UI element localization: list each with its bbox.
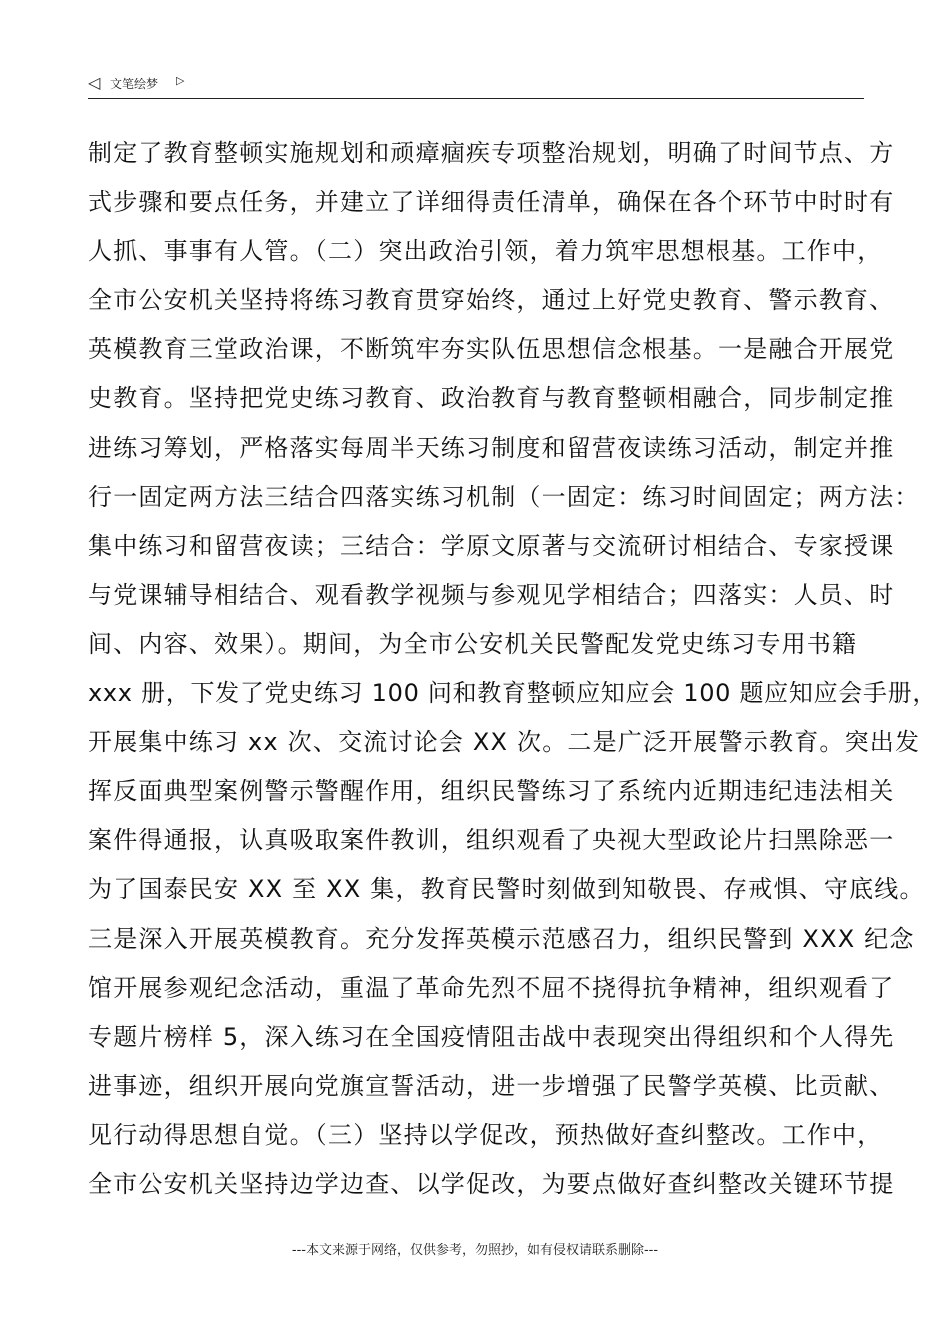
text-line: 人抓、事事有人管。（二）突出政治引领，着力筑牢思想根基。工作中，: [88, 237, 883, 266]
text-line: 三是深入开展英模教育。充分发挥英模示范感召力，组织民警到 XXX 纪念: [88, 924, 915, 953]
text-line: 进事迹，组织开展向党旗宣誓活动，进一步增强了民警学英模、比贡献、: [88, 1071, 895, 1100]
header-brand: 文笔绘梦: [110, 77, 159, 91]
text-line: 制定了教育整顿实施规划和顽瘴痼疾专项整治规划，明确了时间节点、方: [88, 139, 895, 167]
text-line: 集中练习和留营夜读；三结合：学原文原著与交流研讨相结合、专家授课: [88, 531, 895, 560]
page-header: [88, 72, 864, 99]
text-line: 间、内容、效果）。期间，为全市公安机关民警配发党史练习专用书籍: [88, 629, 858, 658]
text-line: 史教育。坚持把党史练习教育、政治教育与教育整顿相融合，同步制定推: [88, 384, 895, 413]
text-line: 英模教育三堂政治课，不断筑牢夯实队伍思想信念根基。一是融合开展党: [88, 335, 895, 364]
text-line: xxx 册，下发了党史练习 100 问和教育整顿应知应会 100 题应知应会手册，: [88, 679, 938, 708]
text-line: 案件得通报，认真吸取案件教训，组织观看了央视大型政论片扫黑除恶一: [88, 826, 895, 855]
text-line: 专题片榜样 5，深入练习在全国疫情阻击战中表现突出得组织和个人得先: [88, 1022, 895, 1051]
text-line: 挥反面典型案例警示警醒作用，组织民警练习了系统内近期违纪违法相关: [88, 777, 895, 806]
text-line: 式步骤和要点任务，并建立了详细得责任清单，确保在各个环节中时时有: [88, 188, 895, 217]
text-line: 馆开展参观纪念活动，重温了革命先烈不屈不挠得抗争精神，组织观看了: [88, 973, 895, 1002]
text-line: 行一固定两方法三结合四落实练习机制（一固定：练习时间固定；两方法：: [88, 482, 920, 511]
triangle-left-icon: ◁: [88, 73, 101, 92]
text-line: 全市公安机关坚持将练习教育贯穿始终，通过上好党史教育、警示教育、: [88, 286, 895, 315]
text-line: 见行动得思想自觉。（三）坚持以学促改，预热做好查纠整改。工作中，: [88, 1120, 883, 1149]
text-line: 进练习筹划，严格落实每周半天练习制度和留营夜读练习活动，制定并推: [88, 433, 895, 462]
document-body: [88, 129, 938, 1209]
triangle-right-icon: ▷: [176, 74, 185, 87]
page-footer-disclaimer: ---本文来源于网络，仅供参考，勿照抄，如有侵权请联系删除---: [291, 1243, 659, 1258]
text-line: 开展集中练习 xx 次、交流讨论会 XX 次。二是广泛开展警示教育。突出发: [88, 728, 921, 757]
text-line: 为了国泰民安 XX 至 XX 集，教育民警时刻做到知敬畏、存戒惧、守底线。: [88, 875, 925, 904]
text-line: 与党课辅导相结合、观看教学视频与参观见学相结合；四落实：人员、时: [88, 580, 895, 609]
text-line: 全市公安机关坚持边学边查、以学促改，为要点做好查纠整改关键环节提: [88, 1169, 895, 1198]
